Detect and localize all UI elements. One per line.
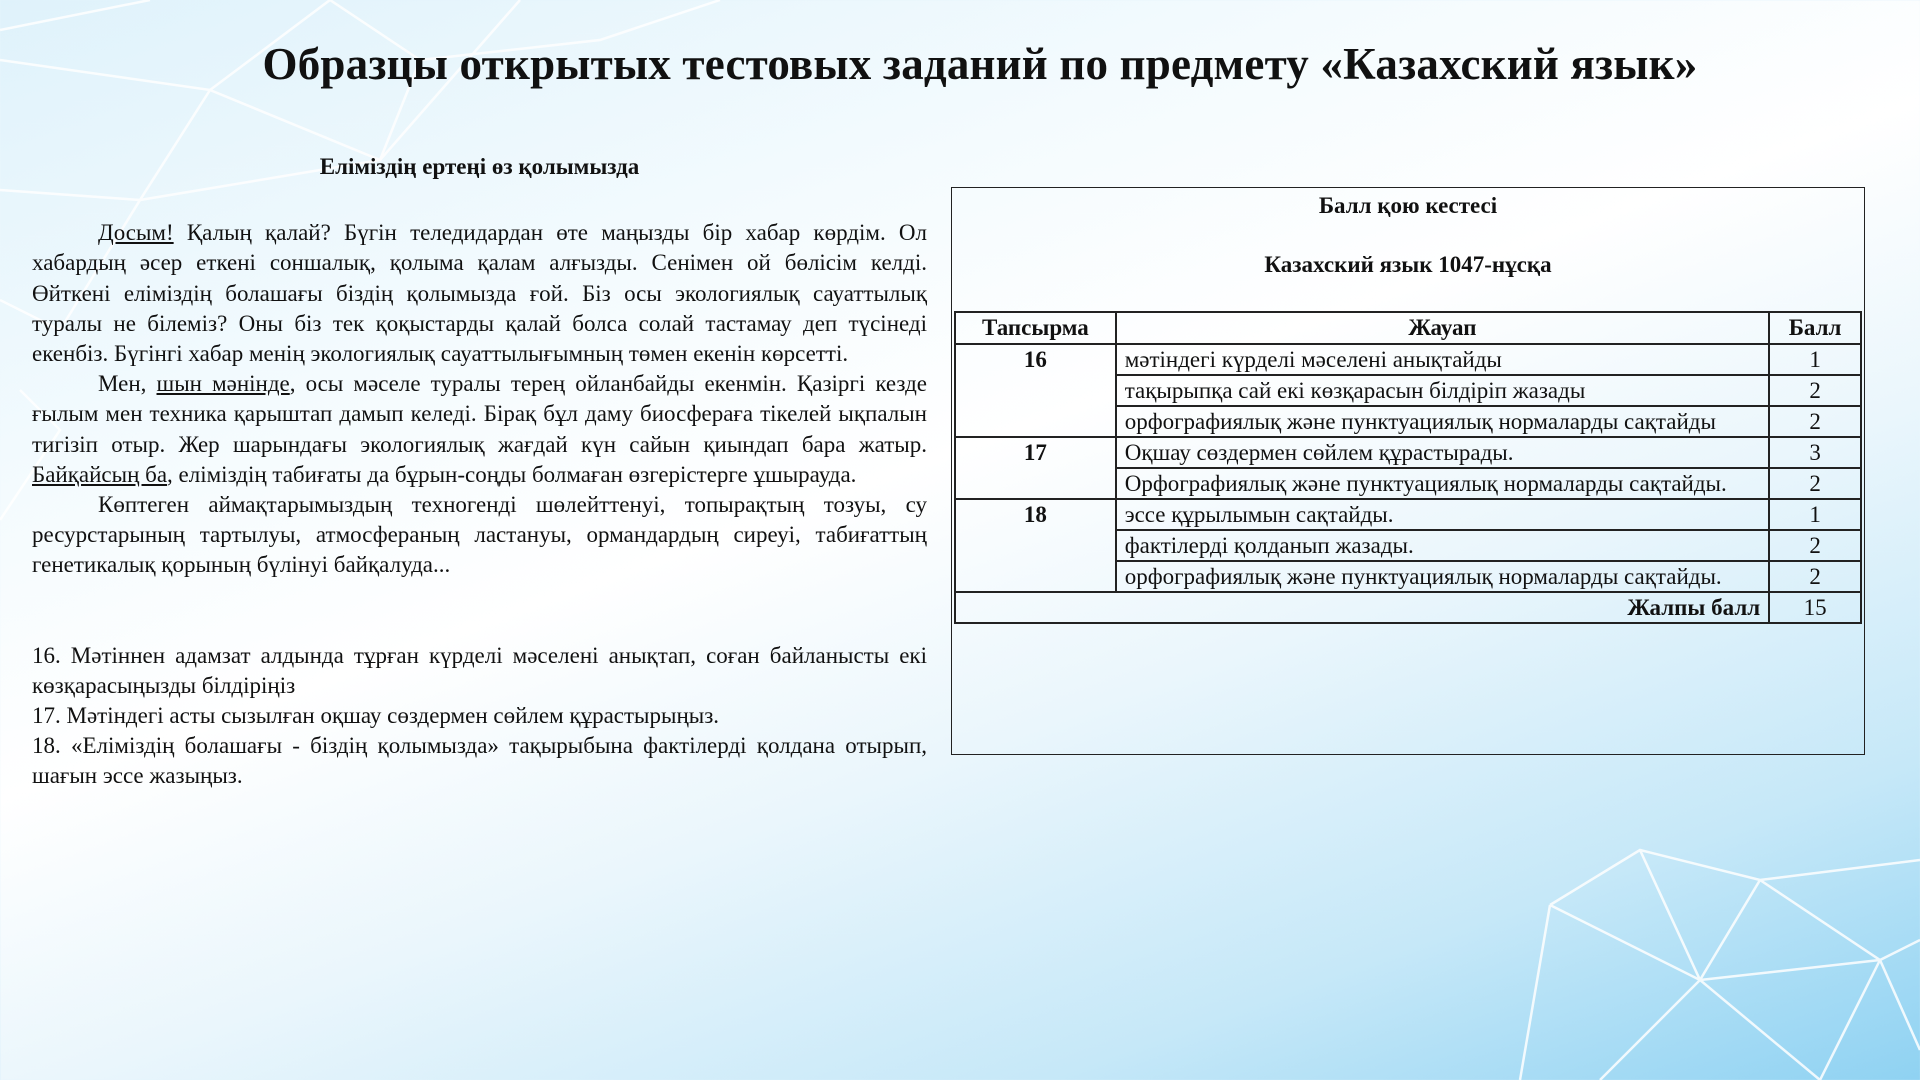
paragraph-2 <box>32 369 927 490</box>
paragraph-text: Қалың қалай? Бүгін теледидардан өте маңызды бір хабар көрдім. Ол хабардың әсер еткені соншалық, қолыма қалам алғызды. Сенімен ой бөлісім келді. Өйткені еліміздің болашағы біздің қолымызда ғой. Біз осы экологиялық сауаттылық туралы не білеміз? Оны біз тек қоқыстарды қалай болса солай тастамау деп түсінеді екенбіз. Бүгінгі хабар менің экологиялық сауаттылығымның төмен екенін көрсетті. <box>32 220 927 367</box>
paragraph-1 <box>32 218 927 369</box>
header-points: Балл <box>1769 312 1861 344</box>
points-cell: 2 <box>1769 406 1861 437</box>
points-cell: 1 <box>1769 499 1861 530</box>
total-value: 15 <box>1769 592 1861 623</box>
answer-cell: Оқшау сөздермен сөйлем құрастырады. <box>1116 437 1769 468</box>
points-cell: 1 <box>1769 344 1861 375</box>
underlined-word: Досым! <box>98 220 174 246</box>
paragraph-text: , осы мәселе туралы терең ойланбайды екенмін. Қазіргі кезде ғылым мен техника қарыштап дамып келеді. Бірақ бұл даму биосфераға тікелей ықпалын тигізіп отыр. Жер шарындағы экологиялық жағдай күн сайын қиындап бара жатыр. <box>32 371 928 457</box>
score-table-variant: Казахский язык 1047-нұсқа <box>1264 252 1552 277</box>
questions-list <box>32 641 927 792</box>
question-16: 16. Мәтіннен адамзат алдында тұрған күрделі мәселені анықтап, соған байланысты екі көзқарасыңызды білдіріңіз <box>32 642 927 698</box>
underlined-word: Байқайсың ба <box>32 461 168 487</box>
points-cell: 2 <box>1769 530 1861 561</box>
points-cell: 2 <box>1769 468 1861 499</box>
answer-cell: тақырыпқа сай екі көзқарасын білдіріп жазады <box>1116 375 1769 406</box>
answer-cell: эссе құрылымын сақтайды. <box>1116 499 1769 530</box>
points-cell: 2 <box>1769 375 1861 406</box>
paragraph-text: Мен, <box>98 371 157 397</box>
slide-title: Образцы открытых тестовых заданий по предмету «Казахский язык» <box>262 39 1698 89</box>
table-row <box>955 344 1861 375</box>
total-label: Жалпы балл <box>955 592 1769 623</box>
task-number: 17 <box>955 437 1116 499</box>
points-cell: 2 <box>1769 561 1861 592</box>
header-task: Тапсырма <box>955 312 1116 344</box>
answer-cell: орфографиялық және пунктуациялық нормаларды сақтайды <box>1116 406 1769 437</box>
table-row <box>955 499 1861 530</box>
score-table <box>954 311 1862 624</box>
task-number: 16 <box>955 344 1116 437</box>
header-answer: Жауап <box>1116 312 1769 344</box>
task-number: 18 <box>955 499 1116 592</box>
table-header-row <box>955 312 1861 344</box>
text-column <box>32 152 927 792</box>
total-row <box>955 592 1861 623</box>
table-row <box>955 437 1861 468</box>
score-table-frame <box>951 187 1865 755</box>
text-title: Еліміздің ертеңі өз қолымызда <box>319 154 640 179</box>
answer-cell: орфографиялық және пунктуациялық нормаларды сақтайды. <box>1116 561 1769 592</box>
question-17: 17. Мәтіндегі асты сызылған оқшау сөздермен сөйлем құрастырыңыз. <box>32 703 720 729</box>
answer-cell: фактілерді қолданып жазады. <box>1116 530 1769 561</box>
answer-cell: Орфографиялық және пунктуациялық нормаларды сақтайды. <box>1116 468 1769 499</box>
underlined-word: шын мәнінде <box>156 371 290 397</box>
paragraph-text: , еліміздің табиғаты да бұрын-соңды болмаған өзгерістерге ұшырауда. <box>167 461 857 487</box>
points-cell: 3 <box>1769 437 1861 468</box>
paragraph-3: Көптеген аймақтарымыздың техногенді шөлейттенуі, топырақтың тозуы, су ресурстарының тартылуы, атмосфераның ластануы, ормандардың сиреуі, табиғаттың генетикалық қорының бүлінуі байқалуда... <box>32 492 927 578</box>
question-18: 18. «Еліміздің болашағы - біздің қолымызда» тақырыбына фактілерді қолдана отырып, шағын эссе жазыңыз. <box>32 733 927 789</box>
score-table-title: Балл қою кестесі <box>1318 193 1498 218</box>
answer-cell: мәтіндегі күрделі мәселені анықтайды <box>1116 344 1769 375</box>
